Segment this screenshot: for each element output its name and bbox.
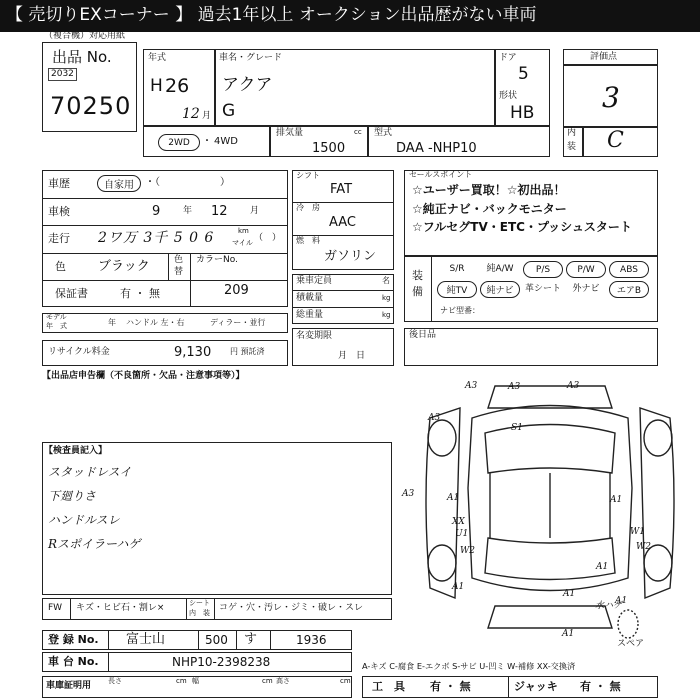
cert-height-unit: cm — [340, 677, 351, 685]
history-label: 車歴 — [48, 177, 70, 190]
cert-width-unit: cm — [262, 677, 273, 685]
tools-label: 工 具 — [372, 680, 405, 693]
equipment-item: 純ナビ — [480, 281, 520, 298]
defects-seat-2: 内 装 — [189, 609, 210, 617]
spare-label: スペア — [617, 639, 645, 649]
damage-legend: A-キズ C-腐食 E-エクボ S-サビ U-凹ミ W-補修 XX-交換済 — [362, 661, 576, 671]
mileage-unit-km: km — [238, 227, 249, 235]
declaration: 【出品店申告欄（不良箇所・欠品・注意事項等）】 — [42, 371, 245, 381]
diagram-mark: A1 — [596, 562, 609, 572]
diagram-mark: A3 — [508, 382, 521, 392]
ac-label: 冷 房 — [296, 203, 320, 212]
model-grade: G — [222, 101, 236, 121]
banner-text: 【 売切りEXコーナー 】 過去1年以上 オークション出品歴がない車両 — [6, 5, 537, 25]
recycle-label: リサイクル料金 — [48, 347, 110, 357]
capacity-seats-unit: 名 — [382, 276, 390, 285]
interior-label-1: 内 — [567, 128, 577, 138]
recycle-value: 9,130 — [174, 345, 212, 360]
drive-2wd: 2WD — [158, 134, 200, 151]
diagram-mark: 水ハゲ — [595, 601, 623, 611]
equipment-item: P/W — [566, 261, 606, 278]
score-label: 評価点 — [590, 52, 618, 62]
registration-place: 富士山 — [126, 632, 166, 647]
defects-seat-items: コゲ・穴・汚レ・ジミ・破レ・スレ — [219, 603, 364, 613]
diagram-mark: S1 — [511, 423, 523, 433]
model-label: 車名・グレード — [219, 53, 283, 63]
shift-label: シフト — [296, 171, 320, 180]
inspector-note-2: 下廻りさ — [48, 489, 97, 503]
jack-value: 有 ・ 無 — [580, 680, 621, 693]
cert-length: 長さ — [108, 677, 122, 685]
ac-value: AAC — [329, 215, 356, 230]
diagram-mark: W2 — [636, 542, 651, 552]
year-label: 年式 — [148, 53, 167, 63]
equipment-item: 純TV — [437, 281, 477, 298]
registration-class: 500 — [205, 633, 228, 647]
notes-label: 後日品 — [409, 330, 437, 340]
diagram-mark: A1 — [562, 629, 575, 639]
equipment-item: 革シート — [524, 284, 561, 294]
cert-width: 幅 — [192, 677, 199, 685]
sales-point-line-2: ☆純正ナビ・バックモニター — [412, 202, 567, 216]
jack-label: ジャッキ — [514, 680, 558, 693]
drive-sep: ・ — [202, 136, 212, 147]
history-private: 自家用 — [97, 175, 141, 192]
model-code-value: DAA -NHP10 — [396, 141, 477, 156]
mileage-label: 走行 — [48, 232, 70, 245]
chassis-value: NHP10-2398238 — [172, 655, 271, 669]
defects-fw: FW — [48, 603, 63, 613]
name-change-label: 名変期限 — [296, 331, 333, 341]
navi-model: ナビ型番： — [440, 306, 480, 315]
shift-value: FAT — [330, 182, 353, 197]
sales-point-line-3: ☆フルセグTV・ETC・プッシュスタート — [412, 220, 632, 234]
inspector-note-1: スタッドレスイ — [48, 465, 132, 479]
shape-label: 形状 — [499, 91, 518, 101]
mileage-value: 2ワ万 3千 5 0 6 — [98, 230, 215, 246]
doors-label: ドア — [499, 53, 517, 63]
doors-value: 5 — [518, 64, 529, 84]
sales-point-label: セールスポイント — [409, 170, 473, 179]
shape-value: HB — [510, 103, 535, 123]
color-change-2: 替 — [174, 267, 184, 277]
interior-label-2: 装 — [567, 142, 577, 152]
registration-number: 1936 — [296, 633, 327, 647]
model-year-label-1: モデル — [46, 313, 67, 321]
year-value: 26 — [165, 75, 190, 97]
equipment-label-1: 装 — [412, 269, 423, 282]
warranty-label: 保証書 — [55, 287, 88, 300]
diagram-mark: A1 — [452, 582, 465, 592]
diagram-mark: W2 — [460, 546, 475, 556]
cert-length-unit: cm — [176, 677, 187, 685]
diagram-mark: W1 — [630, 527, 645, 537]
recycle-unit: 円 預託済 — [230, 347, 265, 356]
inspector-note-3: ハンドルスレ — [48, 513, 120, 527]
registration-kana: す — [244, 632, 258, 647]
listing-stamp: 2032 — [48, 68, 77, 81]
displacement-value: 1500 — [312, 141, 346, 156]
diagram-mark: A1 — [610, 495, 623, 505]
year-era: H — [150, 76, 163, 96]
diagram-mark: A3 — [465, 381, 478, 391]
capacity-seats-label: 乗車定員 — [296, 276, 333, 286]
model-year-unit: 年 — [108, 318, 116, 327]
diagram-mark: A1 — [563, 589, 576, 599]
equipment-item: エアB — [609, 281, 649, 298]
fuel-value: ガソリン — [324, 249, 377, 264]
form-subtitle: （複合機）対応用紙 — [44, 31, 126, 41]
sales-point-line-1: ☆ユーザー買取！☆初出品！ — [412, 183, 566, 197]
year-month-unit: 月 — [202, 111, 212, 121]
equipment-item: S/R — [449, 264, 465, 274]
inspection-year: 9 — [152, 204, 161, 219]
color-code-label: カラーNo. — [196, 255, 238, 265]
inspection-month-unit: 月 — [250, 206, 260, 216]
registration-label: 登 録 No. — [48, 633, 99, 646]
diagram-mark: A3 — [428, 413, 441, 423]
model-name: アクア — [222, 75, 273, 95]
diagram-mark: U1 — [455, 529, 469, 539]
drive-4wd: 4WD — [214, 136, 238, 147]
history-rest: ・（ ） — [145, 177, 230, 188]
diagram-mark: A1 — [447, 493, 460, 503]
displacement-unit: cc — [354, 128, 362, 136]
diagram-mark: A3 — [402, 489, 415, 499]
inspector-label: 【検査員記入】 — [44, 446, 108, 456]
capacity-load-unit: kg — [382, 294, 391, 302]
color-label: 色 — [55, 260, 66, 273]
score-value: 3 — [602, 81, 620, 114]
warranty-value: 有 ・ 無 — [120, 287, 160, 300]
listing-number: 70250 — [50, 92, 132, 120]
fuel-label: 燃 料 — [296, 236, 320, 245]
cert-label: 車庫証明用 — [46, 681, 92, 691]
capacity-total-label: 総重量 — [296, 310, 324, 320]
color-value: ブラック — [98, 259, 150, 274]
diagram-mark: A1 — [615, 596, 628, 606]
equipment-item: P/S — [523, 261, 563, 278]
name-change-unit: 月 日 — [338, 351, 366, 361]
year-month: 12 — [182, 106, 200, 122]
interior-value: C — [607, 128, 624, 153]
car-damage-diagram — [400, 378, 700, 648]
equipment-label-2: 備 — [412, 285, 423, 298]
diagram-mark: A3 — [567, 381, 580, 391]
diagram-mark: XX — [452, 517, 465, 527]
model-year-label-2: 年 式 — [46, 322, 67, 330]
model-year-dealer: ディラー・並行 — [210, 318, 266, 327]
tools-value: 有 ・ 無 — [430, 680, 471, 693]
capacity-total-unit: kg — [382, 311, 391, 319]
inspection-year-unit: 年 — [183, 206, 193, 216]
defects-fw-items: キズ・ヒビ石・割レ× — [76, 603, 165, 613]
model-year-handle: ハンドル 左・右 — [126, 318, 185, 327]
inspection-label: 車検 — [48, 205, 70, 218]
inspector-note-4: Rスポイラーハゲ — [48, 537, 141, 551]
model-code-label: 型式 — [374, 128, 393, 138]
equipment-item: 純A/W — [486, 264, 514, 274]
defects-seat-1: シート — [189, 599, 210, 607]
equipment-item: 外ナビ — [572, 284, 600, 294]
cert-height: 高さ — [276, 677, 290, 685]
displacement-label: 排気量 — [276, 128, 304, 138]
notes-box — [404, 328, 658, 366]
mileage-unit-mile: マイル — [232, 239, 253, 247]
color-change-1: 色 — [174, 255, 184, 265]
listing-no-label: 出品 No. — [52, 48, 112, 66]
color-code: 209 — [224, 283, 249, 298]
chassis-label: 車 台 No. — [48, 655, 99, 668]
equipment-item: ABS — [609, 261, 649, 278]
inspection-month: 12 — [211, 204, 228, 219]
capacity-load-label: 積載量 — [296, 293, 324, 303]
mileage-paren: （ ） — [254, 233, 282, 243]
